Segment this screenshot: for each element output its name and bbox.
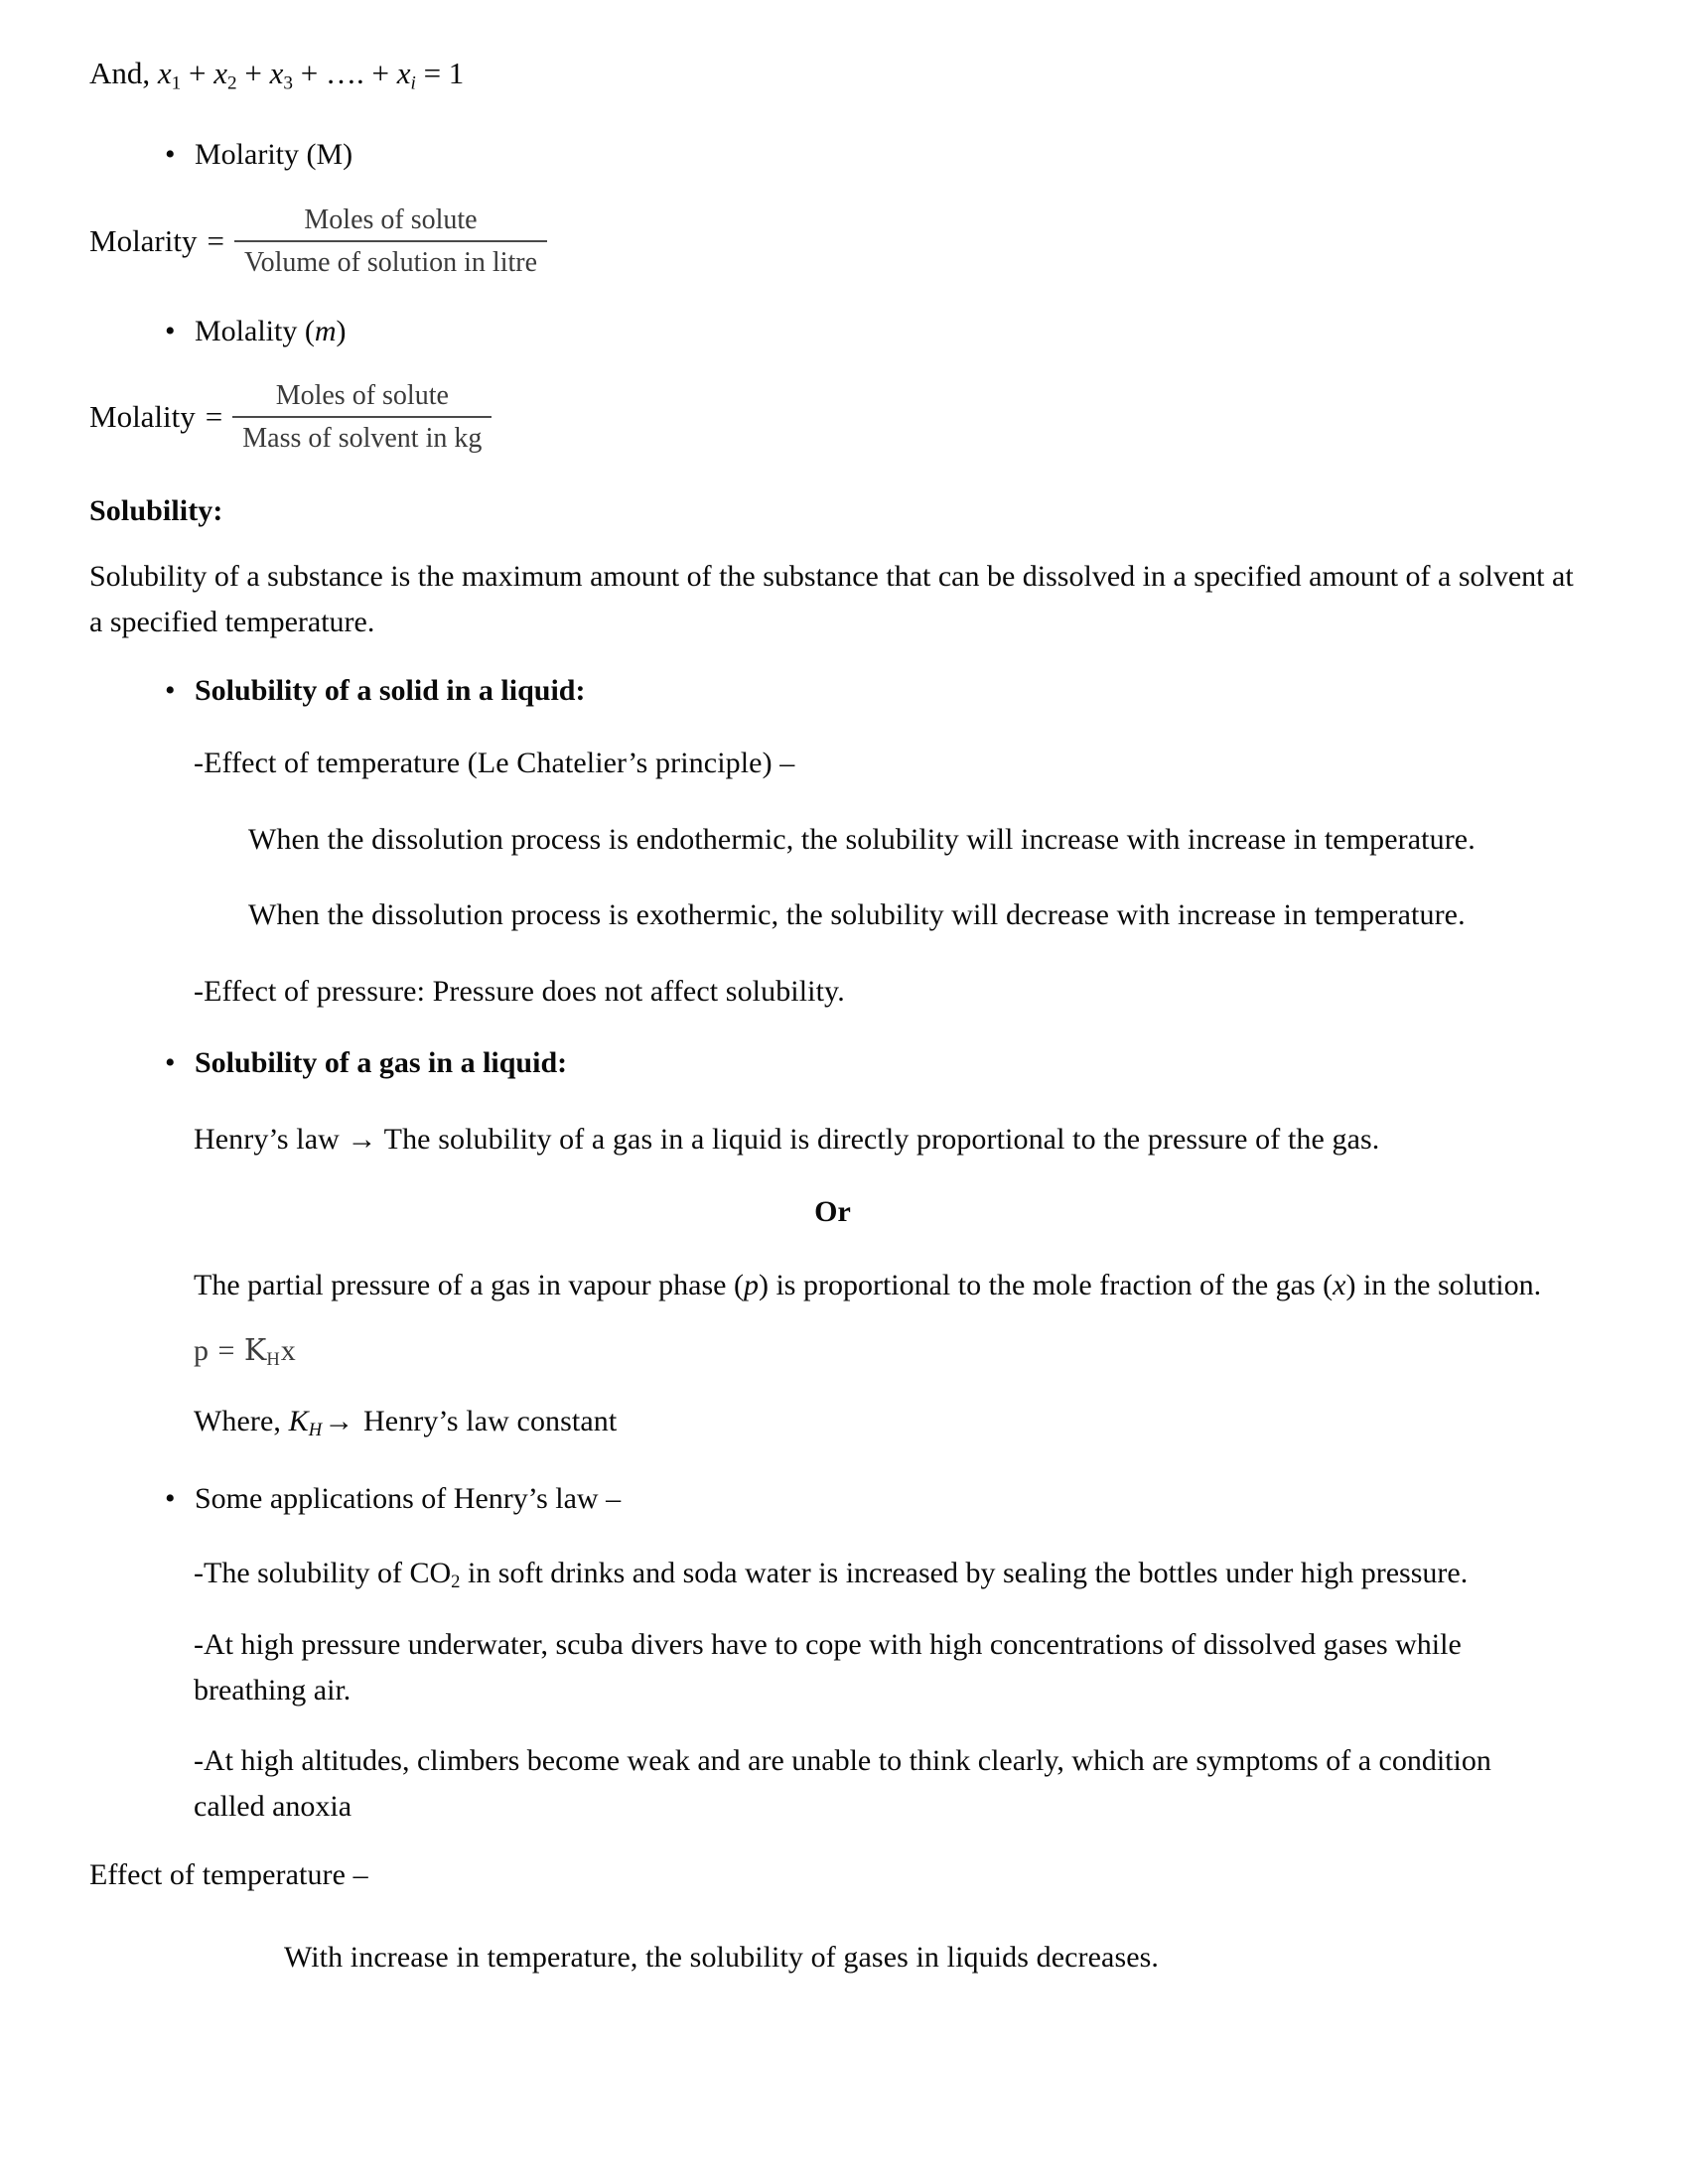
henry-x: x	[280, 1334, 297, 1368]
bullet-icon: •	[165, 138, 176, 172]
subscript-2: 2	[227, 72, 237, 94]
equation-prefix: And,	[89, 56, 151, 90]
list-item-solid-in-liquid	[161, 670, 1611, 713]
equals-one: = 1	[423, 56, 465, 90]
exothermic-statement: When the dissolution process is exothermic, the solubility will decrease with increase in temperature.	[248, 898, 1466, 932]
or-separator: Or	[814, 1194, 851, 1228]
list-item-gas-in-liquid	[161, 1042, 1611, 1085]
partial-pressure-paragraph	[194, 1263, 1544, 1308]
bullet-icon: •	[165, 314, 176, 347]
subscript-3: 3	[283, 72, 293, 94]
partial-pressure-text-2: ) is proportional to the mole fraction of the gas (	[758, 1268, 1334, 1301]
arrow-icon: →	[324, 1405, 354, 1438]
bullet-icon: •	[165, 1046, 176, 1080]
application-altitude-paragraph: -At high altitudes, climbers become weak and are unable to think clearly, which are symptoms of a condition called anoxia	[194, 1744, 1491, 1823]
co2-subscript: 2	[451, 1570, 461, 1592]
molality-fraction	[232, 378, 492, 457]
henry-law-statement: Henry’s law → The solubility of a gas in a liquid is directly proportional to the pressure of the gas.	[194, 1122, 1380, 1156]
application-co2-paragraph	[194, 1551, 1544, 1596]
molarity-numerator: Moles of solute	[304, 204, 478, 235]
bullet-icon: •	[165, 674, 176, 708]
list-item-label: Molarity (M)	[195, 138, 353, 172]
ellipsis: ….	[325, 56, 364, 90]
list-item-label: Solubility of a solid in a liquid:	[195, 674, 586, 708]
subscript-i: i	[410, 72, 416, 94]
molarity-denominator: Volume of solution in litre	[243, 247, 538, 279]
henry-p: p	[194, 1334, 210, 1368]
molarity-formula-label: Molarity	[89, 223, 198, 259]
molarity-fraction	[234, 203, 547, 281]
molality-formula	[89, 378, 1611, 457]
application-scuba-paragraph: -At high pressure underwater, scuba divers have to cope with high concentrations of dissolved gases while breathing air.	[194, 1628, 1462, 1706]
henry-constant-subscript: H	[266, 1349, 281, 1371]
partial-pressure-text-3: ) in the solution.	[1345, 1268, 1542, 1301]
application-co2-text-b: in soft drinks and soda water is increased by sealing the bottles under high pressure.	[460, 1556, 1469, 1589]
list-item-henry-applications	[161, 1478, 1611, 1521]
effect-of-temperature-heading: Effect of temperature –	[89, 1858, 368, 1892]
where-suffix: Henry’s law constant	[363, 1405, 618, 1438]
effect-of-pressure-solid-line: -Effect of pressure: Pressure does not affect solubility.	[194, 974, 845, 1008]
where-symbol-k-subscript: H	[308, 1420, 323, 1441]
molarity-formula	[89, 203, 1611, 281]
list-item-label: Some applications of Henry’s law –	[195, 1481, 622, 1515]
application-co2-text-a: -The solubility of CO	[194, 1556, 452, 1589]
molality-prefix: Molality (	[195, 314, 315, 347]
henry-law-equation	[194, 1333, 1611, 1371]
list-item-molarity	[161, 134, 1611, 177]
where-prefix: Where,	[194, 1405, 282, 1438]
list-item-label	[195, 311, 347, 353]
section-heading-solubility: Solubility:	[89, 493, 223, 527]
solubility-definition-paragraph: Solubility of a substance is the maximum amount of the substance that can be dissolved in a specified amount of a solvent at a specified temperature.	[89, 560, 1574, 638]
molality-formula-label: Molality	[89, 399, 196, 435]
henry-constant-k: K	[243, 1333, 267, 1369]
effect-of-temperature-solid-line: -Effect of temperature (Le Chatelier’s principle) –	[194, 747, 795, 779]
symbol-x: x	[1333, 1268, 1346, 1301]
plus-4: +	[371, 56, 389, 90]
plus-2: +	[244, 56, 262, 90]
plus-3: +	[300, 56, 319, 90]
henry-equals: =	[217, 1334, 236, 1368]
endothermic-statement: When the dissolution process is endothermic, the solubility will increase with increase in temperature.	[248, 822, 1476, 856]
molarity-equals-sign: =	[207, 223, 224, 259]
molality-symbol: m	[314, 314, 337, 347]
plus-1: +	[189, 56, 207, 90]
subscript-1: 1	[171, 72, 182, 94]
partial-pressure-text-1: The partial pressure of a gas in vapour phase (	[194, 1268, 744, 1301]
bullet-icon: •	[165, 1481, 176, 1515]
molality-denominator: Mass of solvent in kg	[242, 423, 483, 455]
molality-numerator: Moles of solute	[275, 380, 449, 412]
molality-suffix: )	[336, 314, 347, 347]
symbol-p: p	[743, 1268, 759, 1301]
molality-equals-sign: =	[205, 399, 223, 435]
list-item-label: Solubility of a gas in a liquid:	[195, 1046, 568, 1080]
where-symbol-k: K	[288, 1405, 309, 1438]
mole-fraction-sum-equation: And, $x_1 + x_2 + x_3$ + …. + $x_i = 1$	[89, 56, 465, 94]
henry-constant-definition	[194, 1401, 1611, 1444]
list-item-molality	[161, 311, 1611, 353]
gas-temperature-effect-statement: With increase in temperature, the solubility of gases in liquids decreases.	[284, 1940, 1160, 1974]
